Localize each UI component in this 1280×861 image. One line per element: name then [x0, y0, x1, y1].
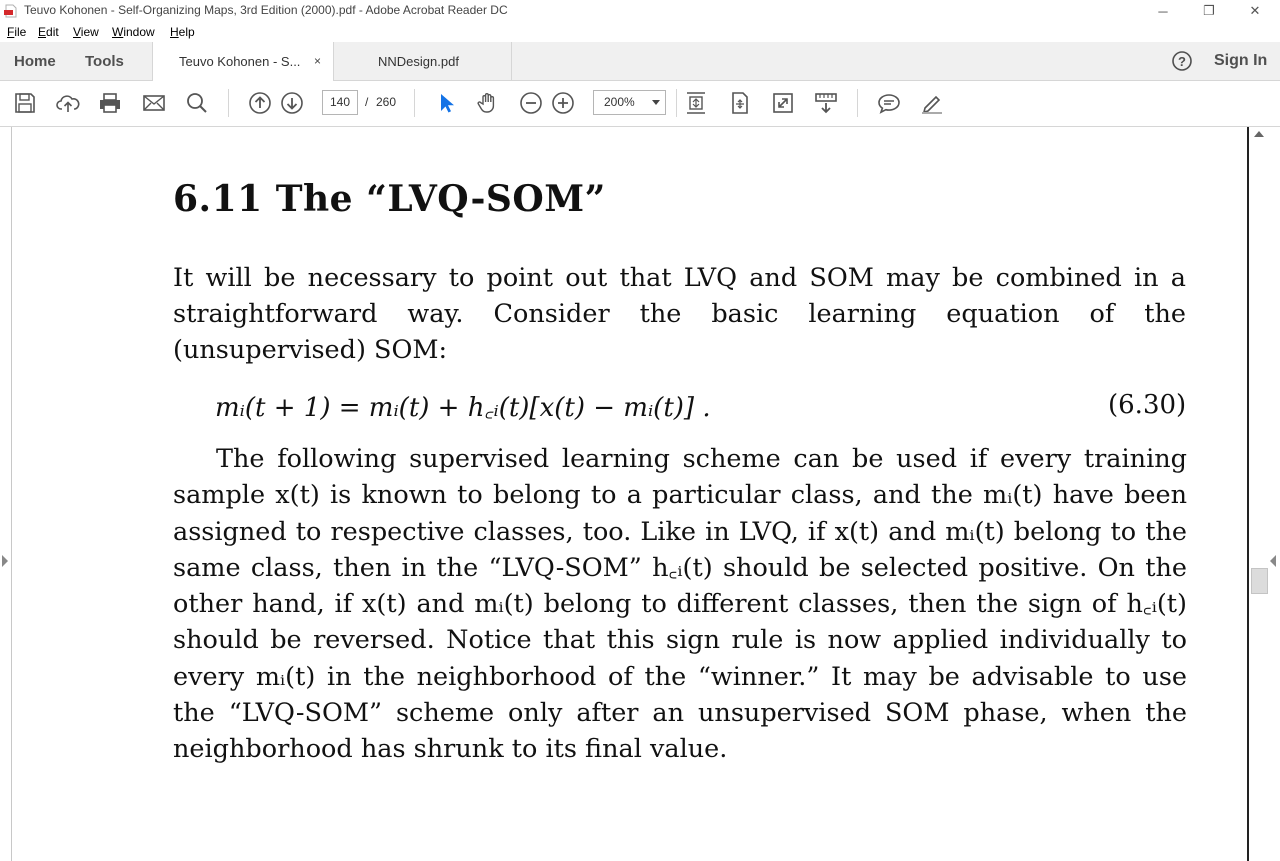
total-pages: 260 [376, 95, 397, 109]
sign-in-button[interactable]: Sign In [1214, 52, 1268, 69]
menu-view[interactable]: View [73, 25, 99, 39]
menu-file[interactable]: File [7, 25, 27, 39]
previous-page-icon[interactable] [248, 91, 272, 115]
fit-page-icon[interactable] [684, 91, 708, 115]
svg-text:?: ? [1178, 54, 1186, 69]
hand-tool-icon[interactable] [476, 91, 500, 115]
zoom-in-icon[interactable] [551, 91, 575, 115]
page-separator: / [365, 95, 369, 109]
scrolling-mode-icon[interactable] [814, 91, 838, 115]
document-tab-label: Teuvo Kohonen - S... [179, 54, 301, 69]
tools-tab[interactable]: Tools [85, 53, 124, 70]
left-pane-toggle-icon[interactable] [2, 555, 8, 567]
toolbar-divider [228, 89, 229, 117]
search-icon[interactable] [185, 91, 209, 115]
menu-help[interactable]: Help [170, 25, 195, 39]
select-cursor-icon[interactable] [434, 91, 458, 115]
menu-window[interactable]: Window [112, 25, 155, 39]
cloud-upload-icon[interactable] [56, 91, 80, 115]
zoom-out-icon[interactable] [519, 91, 543, 115]
acrobat-pdf-icon [4, 4, 18, 18]
toolbar-divider [676, 89, 677, 117]
print-icon[interactable] [98, 91, 122, 115]
highlight-pen-icon[interactable] [920, 91, 944, 115]
page-edge [11, 127, 12, 861]
toolbar-divider [414, 89, 415, 117]
email-icon[interactable] [142, 91, 166, 115]
tab-bar [0, 42, 1280, 81]
comment-icon[interactable] [877, 91, 901, 115]
rotate-view-icon[interactable] [728, 91, 752, 115]
next-page-icon[interactable] [280, 91, 304, 115]
title-bar [0, 0, 1280, 22]
scrollbar-thumb[interactable] [1251, 568, 1268, 594]
minimize-button[interactable]: ─ [1158, 3, 1168, 19]
equation: mᵢ(t + 1) = mᵢ(t) + h꜀ᵢ(t)[x(t) − mᵢ(t)] . [215, 393, 711, 423]
body-paragraph: It will be necessary to point out that LVQ and SOM may be combined in a straightforward way. Consider the basic learning equation of the (unsupervised) SOM: [173, 263, 1186, 365]
close-window-button[interactable]: ✕ [1249, 3, 1261, 18]
page-number-input[interactable]: 140 [322, 90, 358, 115]
window-title: Teuvo Kohonen - Self-Organizing Maps, 3rd Edition (2000).pdf - Adobe Acrobat Reader DC [24, 3, 508, 17]
save-icon[interactable] [13, 91, 37, 115]
scroll-up-icon[interactable] [1254, 131, 1264, 137]
document-tab-label: NNDesign.pdf [378, 54, 459, 69]
body-paragraph: The following supervised learning scheme can be used if every training sample x(t) is known to belong to a particular class, and the mᵢ(t) have been assigned to respective classes, too. Like in LVQ, if x(t) and mᵢ(t) belong to the same class, then in the “LVQ-SOM” h꜀ᵢ(t) should be selected positive. On the other hand, if x(t) and mᵢ(t) belong to different classes, then the sign of h꜀ᵢ(t) should be reversed. Notice that this sign rule is now applied individually to every mᵢ(t) in the neighborhood of the “winner.” It may be advisable to use the “LVQ-SOM” scheme only after an unsupervised SOM phase, when the neighborhood has shrunk to its final value. [173, 444, 1187, 765]
right-pane-toggle-icon[interactable] [1270, 555, 1276, 567]
full-screen-icon[interactable] [771, 91, 795, 115]
vertical-scrollbar[interactable] [1249, 127, 1280, 861]
document-tab-nndesign[interactable] [333, 42, 512, 80]
toolbar [0, 81, 1280, 127]
zoom-dropdown[interactable] [593, 90, 666, 115]
close-tab-icon[interactable]: × [314, 54, 322, 68]
restore-button[interactable]: ❐ [1203, 3, 1215, 18]
menu-bar [0, 22, 1280, 42]
equation-number: (6.30) [1108, 390, 1187, 420]
zoom-value: 200% [604, 95, 635, 109]
home-tab[interactable]: Home [14, 53, 56, 70]
chevron-down-icon [652, 100, 660, 105]
section-heading: 6.11 The “LVQ-SOM” [173, 178, 606, 220]
document-tab-active[interactable] [152, 42, 334, 81]
menu-edit[interactable]: Edit [38, 25, 59, 39]
help-icon[interactable] [1172, 51, 1192, 71]
toolbar-divider [857, 89, 858, 117]
